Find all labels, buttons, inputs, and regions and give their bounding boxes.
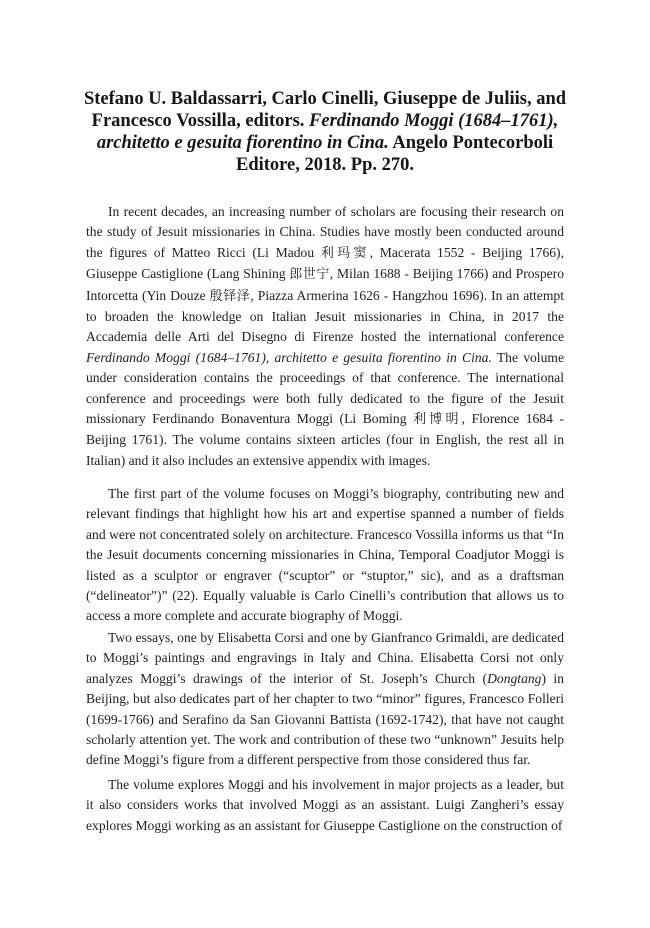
church-name-dongtang: Dongtang (487, 670, 542, 686)
paragraph-1 (86, 202, 564, 471)
para1-segment-4: , Piazza Armerina 1626 - Hangzhou 1696). In an attempt to broaden the knowledge on Italian Jesuit missionaries in China, in 2017 the Accademia delle Arti del Disegno di Firenze hosted the international conference (86, 287, 564, 345)
paragraph-3 (86, 628, 564, 771)
para1-segment-5: The volume under consideration contains the proceedings of that conference. The international conference and proceedings were both fully dedicated to the figure of the Jesuit missionary Ferdinando Bonaventura Moggi (Li Boming (86, 349, 564, 427)
paragraph-4 (86, 775, 564, 836)
paragraph-4-text: The volume explores Moggi and his involvement in major projects as a leader, but it also considers works that involved Moggi as an assistant. Luigi Zangheri’s essay explores Moggi working as an assistant for Giuseppe Castiglione on the construction of (86, 777, 564, 833)
paragraph-1-text (86, 202, 564, 471)
para3-segment-1: Two essays, one by Elisabetta Corsi and one by Gianfranco Grimaldi, are dedicated to Moggi’s paintings and engravings in Italy and China. Elisabetta Corsi not only analyzes Moggi’s drawings of the interior of St. Joseph’s Church ( (86, 630, 564, 686)
heading-book-title: Ferdinando Moggi (1684–1761), architetto e gesuita fiorentino in Cina. (96, 111, 559, 153)
para1-segment-1: In recent decades, an increasing number of scholars are focusing their research on the study of Jesuit missionaries in China. Studies have mostly been conducted around the figures of Matteo Ricci (Li Madou (86, 204, 564, 260)
heading-publisher: Angelo Pontecorboli Editore, 2018. Pp. 270. (236, 133, 554, 175)
review-heading (80, 88, 570, 176)
para1-segment-3: , Milan 1688 - Beijing 1766) and Prospero Intorcetta (Yin Douze (86, 266, 564, 303)
paragraph-3-text (86, 628, 564, 771)
para1-segment-6: , Florence 1684 - Beijing 1761). The volume contains sixteen articles (four in English, the rest all in Italian) and it also includes an extensive appendix with images. (86, 411, 564, 468)
conference-title: Ferdinando Moggi (1684–1761), architetto e gesuita fiorentino in Cina. (86, 349, 492, 365)
heading-authors: Stefano U. Baldassarri, Carlo Cinelli, Giuseppe de Juliis, and Francesco Vossilla, editors. (83, 89, 567, 131)
para1-segment-2: , Macerata 1552 - Beijing 1766), Giuseppe Castiglione (Lang Shining (86, 244, 564, 282)
chinese-name-li-madou: 利玛窦 (320, 245, 370, 261)
chinese-name-li-boming: 利博明 (413, 412, 462, 428)
chinese-name-lang-shining: 郎世宁 (289, 267, 330, 283)
paragraph-2 (86, 484, 564, 627)
chinese-name-yin-douze: 殷铎泽 (209, 288, 251, 304)
paragraph-2-text: The first part of the volume focuses on Moggi’s biography, contributing new and relevant findings that highlight how his art and expertise spanned a number of fields and were not concentrated solely on architecture. Francesco Vossilla informs us that “In the Jesuit documents concerning missionaries in China, Temporal Coadjutor Moggi is listed as a sculptor or engraver (“scuptor” or “stuptor,” sic), and as a draftsman (“delineator”)” (22). Equally valuable is Carlo Cinelli’s contribution that allows us to access a more complete and accurate biography of Moggi. (86, 486, 564, 624)
para3-segment-2: ) in Beijing, but also dedicates part of her chapter to two “minor” figures, Francesco Folleri (1699-1766) and Serafino da San Giovanni Battista (1692-1742), that have not caught scholarly attention yet. The work and contribution of these two “unknown” Jesuits help define Moggi’s figure from a different perspective from those considered thus far. (86, 670, 565, 768)
